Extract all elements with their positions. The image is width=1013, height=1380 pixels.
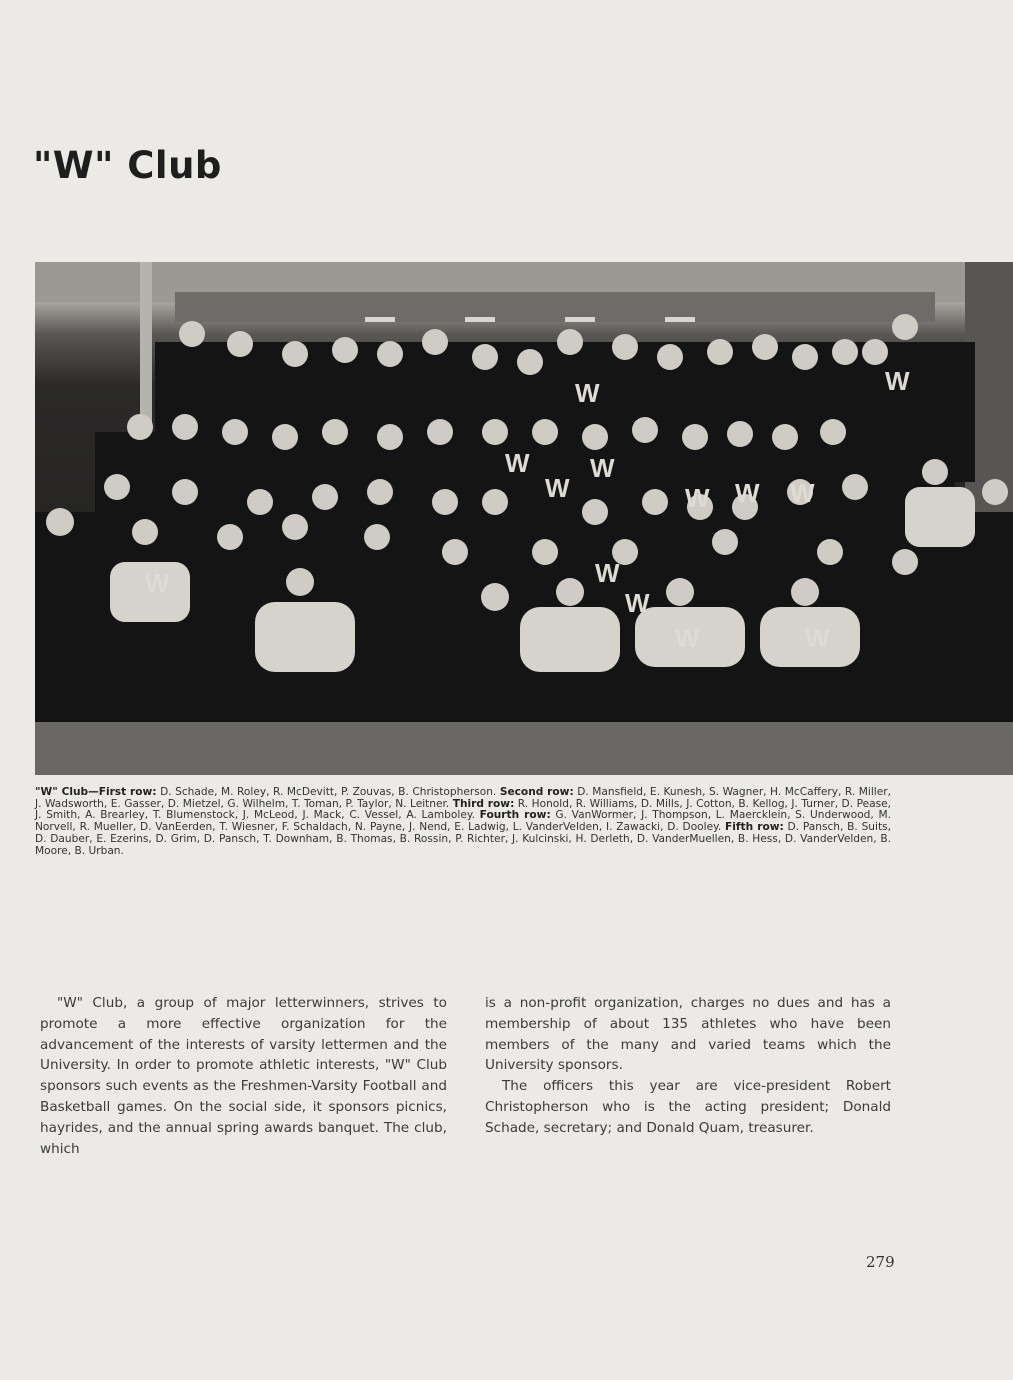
caption-first-row-names: D. Schade, M. Roley, R. McDevitt, P. Zouvas, B. Christopherson. xyxy=(156,786,500,798)
svg-text:W: W xyxy=(675,623,700,653)
svg-text:W: W xyxy=(505,448,530,478)
body-paragraph-continued: is a non-profit organization, charges no dues and has a membership of about 135 athletes who have been members of the many and varied teams which the University sponsors. xyxy=(485,995,891,1074)
caption-third-row-label: Third row: xyxy=(452,797,515,810)
photo-caption xyxy=(35,787,891,857)
caption-club-label: "W" Club— xyxy=(35,786,99,798)
body-column-right xyxy=(485,993,891,1139)
svg-text:W: W xyxy=(685,483,710,513)
svg-text:W: W xyxy=(545,473,570,503)
svg-text:W: W xyxy=(805,623,830,653)
body-paragraph: "W" Club, a group of major letterwinners, strives to promote a more effective organization for the advancement of the interests of varsity lettermen and the University. In order to promote athletic interests, "W" Club sponsors such events as the Freshmen-Varsity Football and Basketball games. On the social side, it sponsors picnics, hayrides, and the annual spring awards banquet. The club, which xyxy=(40,995,447,1157)
group-photo-image xyxy=(35,262,1013,775)
svg-text:W: W xyxy=(625,588,650,618)
page-title: "W" Club xyxy=(33,144,222,187)
svg-text:W: W xyxy=(145,568,170,598)
caption-fourth-row-names: G. VanWormer, J. Thompson, L. Maercklein, S. Underwood, M. Norvell, R. Mueller, D. VanEerden, T. Wiesner, F. Schaldach, N. Payne, J. Nend, E. Ladwig, L. VanderVelden, I. Zawacki, D. Dooley. xyxy=(35,809,891,834)
svg-text:W: W xyxy=(590,453,615,483)
svg-text:W: W xyxy=(595,558,620,588)
group-photo xyxy=(35,262,1013,775)
caption-fifth-row-names: D. Pansch, B. Suits, D. Dauber, E. Ezerins, D. Grim, D. Pansch, T. Downham, B. Thomas, B. Rossin, P. Richter, J. Kulcinski, H. Derleth, D. VanderMuellen, B. Hess, D. VanderVelden, B. Moore, B. Urban. xyxy=(35,821,891,857)
svg-text:W: W xyxy=(790,478,815,508)
svg-text:W: W xyxy=(575,378,600,408)
svg-text:W: W xyxy=(735,478,760,508)
caption-first-row-label: First row: xyxy=(98,786,157,798)
body-column-left xyxy=(40,993,447,1159)
caption-fifth-row-label: Fifth row: xyxy=(725,821,784,834)
svg-text:W: W xyxy=(885,366,910,396)
caption-fourth-row-label: Fourth row: xyxy=(479,809,551,822)
caption-third-row-names: R. Honold, R. Williams, D. Mills, J. Cotton, B. Kellog, J. Turner, D. Pease, J. Smith, A. Brearley, T. Blumenstock, J. McLeod, J. Mack, C. Vessel, A. Lamboley. xyxy=(35,797,891,822)
caption-second-row-label: Second row: xyxy=(499,786,574,798)
caption-second-row-names: D. Mansfield, E. Kunesh, S. Wagner, H. McCaffery, R. Miller, J. Wadsworth, E. Gasser, D. Mietzel, G. Wilhelm, T. Toman, P. Taylor, N. Leitner. xyxy=(35,786,891,810)
body-paragraph-officers: The officers this year are vice-president Robert Christopherson who is the acting president; Donald Schade, secretary; and Donald Quam, treasurer. xyxy=(485,1078,891,1136)
page-number: 279 xyxy=(866,1253,895,1271)
